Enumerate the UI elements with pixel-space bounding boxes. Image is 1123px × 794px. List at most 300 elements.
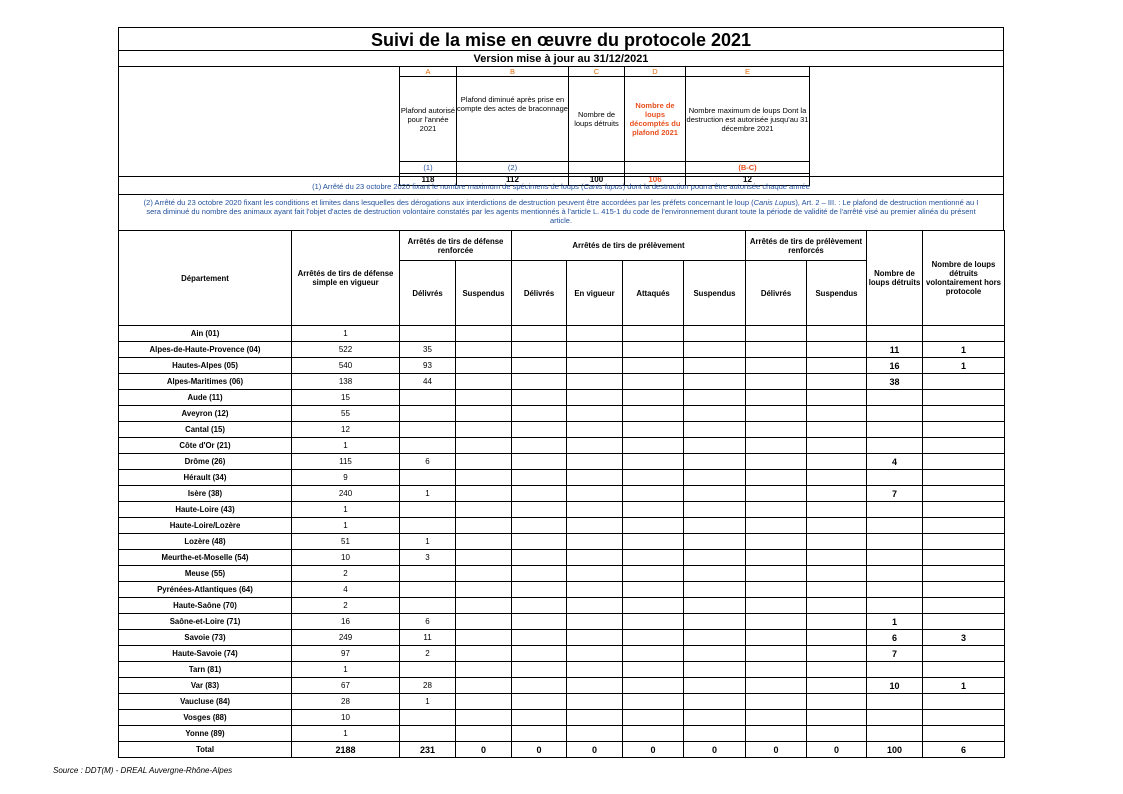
table-row [119, 374, 1005, 390]
table-cell [400, 566, 456, 582]
col-ref: (B-C) [686, 162, 810, 174]
table-cell [684, 582, 746, 598]
table-cell [456, 614, 512, 630]
table-cell: 1 [292, 662, 400, 678]
table-cell [807, 438, 867, 454]
table-row [119, 390, 1005, 406]
table-cell [867, 390, 923, 406]
table-cell [807, 694, 867, 710]
table-cell [456, 662, 512, 678]
table-cell [746, 486, 807, 502]
table-row [119, 550, 1005, 566]
table-cell [923, 374, 1005, 390]
note-2-species: Canis Lupus [753, 198, 796, 207]
table-cell: 1 [292, 326, 400, 342]
col-label: Plafond diminué après prise en compte des actes de braconnage [457, 77, 569, 162]
col-letter: C [569, 67, 625, 77]
table-cell [456, 534, 512, 550]
table-cell [807, 390, 867, 406]
col-value: 112 [457, 174, 569, 186]
table-cell: 0 [456, 742, 512, 758]
table-cell [456, 326, 512, 342]
department-name: Var (83) [119, 678, 292, 694]
table-cell: 2 [400, 646, 456, 662]
department-name: Vaucluse (84) [119, 694, 292, 710]
table-cell [746, 614, 807, 630]
table-cell [867, 534, 923, 550]
department-name: Savoie (73) [119, 630, 292, 646]
col-value: 106 [625, 174, 686, 186]
table-cell [567, 630, 623, 646]
table-cell [400, 582, 456, 598]
table-cell [512, 646, 567, 662]
table-cell [867, 326, 923, 342]
col-value: 12 [686, 174, 810, 186]
table-cell [684, 502, 746, 518]
table-cell [512, 614, 567, 630]
table-cell [746, 422, 807, 438]
table-cell [807, 422, 867, 438]
table-cell [623, 518, 684, 534]
table-cell [623, 326, 684, 342]
note-2 [118, 194, 1004, 231]
table-row [119, 422, 1005, 438]
table-cell: 115 [292, 454, 400, 470]
table-cell [746, 694, 807, 710]
table-cell [867, 662, 923, 678]
table-cell [512, 390, 567, 406]
table-cell [923, 662, 1005, 678]
table-cell: 67 [292, 678, 400, 694]
table-cell [456, 374, 512, 390]
table-cell: 12 [292, 422, 400, 438]
table-cell [684, 470, 746, 486]
table-cell [746, 518, 807, 534]
table-cell [567, 438, 623, 454]
table-cell: 10 [292, 550, 400, 566]
department-table [118, 230, 1005, 758]
table-cell [567, 534, 623, 550]
table-cell: 7 [867, 486, 923, 502]
table-cell [623, 438, 684, 454]
table-cell [746, 598, 807, 614]
table-cell: 1 [923, 342, 1005, 358]
table-cell: 4 [292, 582, 400, 598]
table-cell: 1 [292, 502, 400, 518]
table-cell [567, 710, 623, 726]
table-cell [567, 598, 623, 614]
table-cell [867, 566, 923, 582]
table-cell: 2188 [292, 742, 400, 758]
department-name: Haute-Saône (70) [119, 598, 292, 614]
table-cell [923, 470, 1005, 486]
table-cell [623, 646, 684, 662]
table-cell [456, 726, 512, 742]
table-row [119, 502, 1005, 518]
table-row [119, 678, 1005, 694]
department-name: Côte d'Or (21) [119, 438, 292, 454]
table-cell [456, 550, 512, 566]
table-cell [567, 518, 623, 534]
table-cell: 28 [400, 678, 456, 694]
table-cell [456, 646, 512, 662]
table-cell [746, 326, 807, 342]
table-cell: 51 [292, 534, 400, 550]
table-cell [807, 710, 867, 726]
table-cell [684, 598, 746, 614]
table-cell [867, 694, 923, 710]
table-cell [400, 502, 456, 518]
note-2-text: (2) Arrêté du 23 octobre 2020 fixant les conditions et limites dans lesquelles des dérogations aux interdictions de destruction peuvent être accordées par les préfets concernant le loup ( [143, 198, 754, 207]
table-row [119, 582, 1005, 598]
table-cell [684, 710, 746, 726]
table-cell [623, 598, 684, 614]
table-cell [567, 662, 623, 678]
table-cell [923, 598, 1005, 614]
table-cell [746, 566, 807, 582]
table-cell [623, 502, 684, 518]
department-name: Meurthe-et-Moselle (54) [119, 550, 292, 566]
table-cell [684, 550, 746, 566]
table-cell: 0 [684, 742, 746, 758]
table-cell [623, 614, 684, 630]
header-renforcee: Arrêtés de tirs de défense renforcée [400, 231, 512, 261]
table-cell [456, 422, 512, 438]
table-row [119, 566, 1005, 582]
table-cell [623, 710, 684, 726]
table-cell: 0 [567, 742, 623, 758]
table-row [119, 598, 1005, 614]
table-cell [807, 502, 867, 518]
table-cell [512, 550, 567, 566]
table-cell [684, 534, 746, 550]
table-cell [512, 726, 567, 742]
table-cell [512, 710, 567, 726]
table-cell [746, 390, 807, 406]
table-row [119, 534, 1005, 550]
department-name: Drôme (26) [119, 454, 292, 470]
table-cell [867, 406, 923, 422]
table-cell [512, 358, 567, 374]
table-cell [567, 486, 623, 502]
table-cell [400, 390, 456, 406]
table-cell: 15 [292, 390, 400, 406]
table-cell [807, 646, 867, 662]
table-cell [400, 518, 456, 534]
table-cell [456, 566, 512, 582]
table-cell [867, 502, 923, 518]
table-cell [746, 374, 807, 390]
table-cell: 2 [292, 566, 400, 582]
table-cell [746, 678, 807, 694]
table-cell: 1 [292, 726, 400, 742]
table-cell [623, 534, 684, 550]
table-cell [923, 566, 1005, 582]
table-cell [567, 694, 623, 710]
table-cell [684, 342, 746, 358]
version-line: Version mise à jour au 31/12/2021 [118, 50, 1004, 67]
header-departement: Département [119, 231, 292, 326]
table-cell: 6 [400, 614, 456, 630]
table-cell: 38 [867, 374, 923, 390]
table-cell [867, 582, 923, 598]
table-cell [867, 598, 923, 614]
table-cell [512, 454, 567, 470]
table-cell [807, 534, 867, 550]
table-cell [923, 518, 1005, 534]
department-name: Haute-Loire/Lozère [119, 518, 292, 534]
table-cell [456, 390, 512, 406]
table-cell: 6 [923, 742, 1005, 758]
col-value: 100 [569, 174, 625, 186]
table-cell: 0 [623, 742, 684, 758]
table-cell [746, 406, 807, 422]
table-cell [567, 390, 623, 406]
table-cell [623, 582, 684, 598]
table-cell [923, 534, 1005, 550]
table-cell: 249 [292, 630, 400, 646]
table-cell [746, 550, 807, 566]
table-cell [684, 662, 746, 678]
table-cell [684, 454, 746, 470]
table-cell [456, 502, 512, 518]
table-row [119, 406, 1005, 422]
table-cell [746, 646, 807, 662]
table-cell [923, 726, 1005, 742]
table-cell [923, 502, 1005, 518]
table-row [119, 486, 1005, 502]
table-cell [567, 726, 623, 742]
table-cell [567, 646, 623, 662]
table-cell [746, 726, 807, 742]
department-name: Yonne (89) [119, 726, 292, 742]
table-cell [623, 726, 684, 742]
table-cell [867, 438, 923, 454]
header-hors: Nombre de loups détruits volontairement hors protocole [923, 231, 1005, 326]
table-cell: 0 [512, 742, 567, 758]
department-name: Haute-Loire (43) [119, 502, 292, 518]
department-name: Hérault (34) [119, 470, 292, 486]
table-cell [567, 566, 623, 582]
table-cell [512, 438, 567, 454]
table-cell [512, 582, 567, 598]
table-cell [807, 550, 867, 566]
table-cell [684, 518, 746, 534]
table-cell [512, 374, 567, 390]
table-cell [400, 422, 456, 438]
table-cell [923, 326, 1005, 342]
col-value: 118 [400, 174, 457, 186]
table-cell: 1 [400, 486, 456, 502]
table-cell [684, 726, 746, 742]
table-cell [512, 422, 567, 438]
table-cell [567, 550, 623, 566]
table-cell [746, 662, 807, 678]
table-cell [684, 646, 746, 662]
table-row [119, 614, 1005, 630]
table-cell [512, 342, 567, 358]
table-cell [456, 710, 512, 726]
table-cell: 0 [746, 742, 807, 758]
department-name: Ain (01) [119, 326, 292, 342]
table-cell: 1 [292, 518, 400, 534]
department-name: Isère (38) [119, 486, 292, 502]
table-cell [807, 598, 867, 614]
header-delivres: Délivrés [512, 261, 567, 326]
table-cell [567, 326, 623, 342]
department-name: Alpes-Maritimes (06) [119, 374, 292, 390]
table-cell: 6 [400, 454, 456, 470]
table-cell [923, 486, 1005, 502]
table-cell [623, 358, 684, 374]
total-row [119, 742, 1005, 758]
department-name: Hautes-Alpes (05) [119, 358, 292, 374]
col-letter: E [686, 67, 810, 77]
table-cell [684, 566, 746, 582]
table-cell: 2 [292, 598, 400, 614]
header-simple: Arrêtés de tirs de défense simple en vigueur [292, 231, 400, 326]
header-suspendus: Suspendus [684, 261, 746, 326]
table-cell [923, 646, 1005, 662]
table-cell [746, 502, 807, 518]
table-cell [867, 710, 923, 726]
table-cell [567, 374, 623, 390]
table-cell [684, 630, 746, 646]
department-name: Vosges (88) [119, 710, 292, 726]
table-cell [623, 678, 684, 694]
table-cell [512, 406, 567, 422]
table-cell [807, 662, 867, 678]
table-cell [923, 582, 1005, 598]
table-cell [512, 534, 567, 550]
table-cell [623, 406, 684, 422]
table-cell [746, 342, 807, 358]
table-cell [807, 566, 867, 582]
table-cell [684, 678, 746, 694]
department-name: Aude (11) [119, 390, 292, 406]
table-cell [684, 438, 746, 454]
col-letter: B [457, 67, 569, 77]
table-cell [623, 470, 684, 486]
table-cell [623, 342, 684, 358]
table-cell [684, 390, 746, 406]
table-cell [623, 566, 684, 582]
table-cell [567, 582, 623, 598]
table-cell [512, 486, 567, 502]
table-row [119, 726, 1005, 742]
table-cell [807, 342, 867, 358]
col-label: Nombre de loups détruits [569, 77, 625, 162]
table-cell [400, 726, 456, 742]
table-cell [807, 614, 867, 630]
table-cell [807, 406, 867, 422]
table-cell [400, 598, 456, 614]
table-cell [400, 662, 456, 678]
col-ref: (1) [400, 162, 457, 174]
col-letter: D [625, 67, 686, 77]
table-cell: 0 [807, 742, 867, 758]
table-cell [456, 358, 512, 374]
table-cell [807, 582, 867, 598]
table-cell [807, 678, 867, 694]
table-cell [456, 470, 512, 486]
department-name: Alpes-de-Haute-Provence (04) [119, 342, 292, 358]
table-cell: 100 [867, 742, 923, 758]
table-cell [567, 678, 623, 694]
table-cell: 138 [292, 374, 400, 390]
table-cell: 240 [292, 486, 400, 502]
table-cell [456, 518, 512, 534]
table-cell: 16 [867, 358, 923, 374]
table-cell [567, 406, 623, 422]
table-row [119, 454, 1005, 470]
table-cell [512, 518, 567, 534]
table-cell: 522 [292, 342, 400, 358]
table-cell [923, 454, 1005, 470]
table-cell [807, 470, 867, 486]
table-row [119, 662, 1005, 678]
department-name: Aveyron (12) [119, 406, 292, 422]
table-cell [684, 406, 746, 422]
table-cell [867, 422, 923, 438]
table-cell [512, 326, 567, 342]
table-row [119, 694, 1005, 710]
table-cell [400, 406, 456, 422]
source-note: Source : DDT(M) - DREAL Auvergne-Rhône-Alpes [53, 766, 233, 775]
note-1-text: (1) Arrêté du 23 octobre 2020 fixant le nombre maximum de spécimens de loups ( [312, 182, 584, 191]
table-cell [623, 390, 684, 406]
table-cell [807, 486, 867, 502]
table-cell [923, 550, 1005, 566]
department-name: Tarn (81) [119, 662, 292, 678]
table-cell [867, 726, 923, 742]
header-attaques: Attaqués [623, 261, 684, 326]
table-cell [512, 502, 567, 518]
note-1 [118, 176, 1004, 195]
table-row [119, 646, 1005, 662]
table-cell [807, 726, 867, 742]
table-cell [623, 630, 684, 646]
table-cell: 10 [867, 678, 923, 694]
table-cell [684, 326, 746, 342]
table-cell [746, 630, 807, 646]
table-cell [456, 486, 512, 502]
table-cell [623, 662, 684, 678]
header-delivres: Délivrés [400, 261, 456, 326]
table-cell [512, 678, 567, 694]
table-cell [746, 454, 807, 470]
report-title: Suivi de la mise en œuvre du protocole 2021 [118, 27, 1004, 51]
table-cell: 1 [923, 678, 1005, 694]
table-cell: 1 [923, 358, 1005, 374]
table-cell: 35 [400, 342, 456, 358]
table-cell: 44 [400, 374, 456, 390]
table-cell: 9 [292, 470, 400, 486]
table-cell [746, 358, 807, 374]
table-cell [684, 374, 746, 390]
table-cell [923, 694, 1005, 710]
note-1-species: Canis lupus [583, 182, 623, 191]
protocol-table [399, 67, 810, 186]
table-cell: 10 [292, 710, 400, 726]
table-cell [867, 518, 923, 534]
table-cell [400, 326, 456, 342]
table-cell [923, 406, 1005, 422]
table-row [119, 342, 1005, 358]
table-cell [746, 470, 807, 486]
table-cell [400, 710, 456, 726]
table-cell [623, 486, 684, 502]
